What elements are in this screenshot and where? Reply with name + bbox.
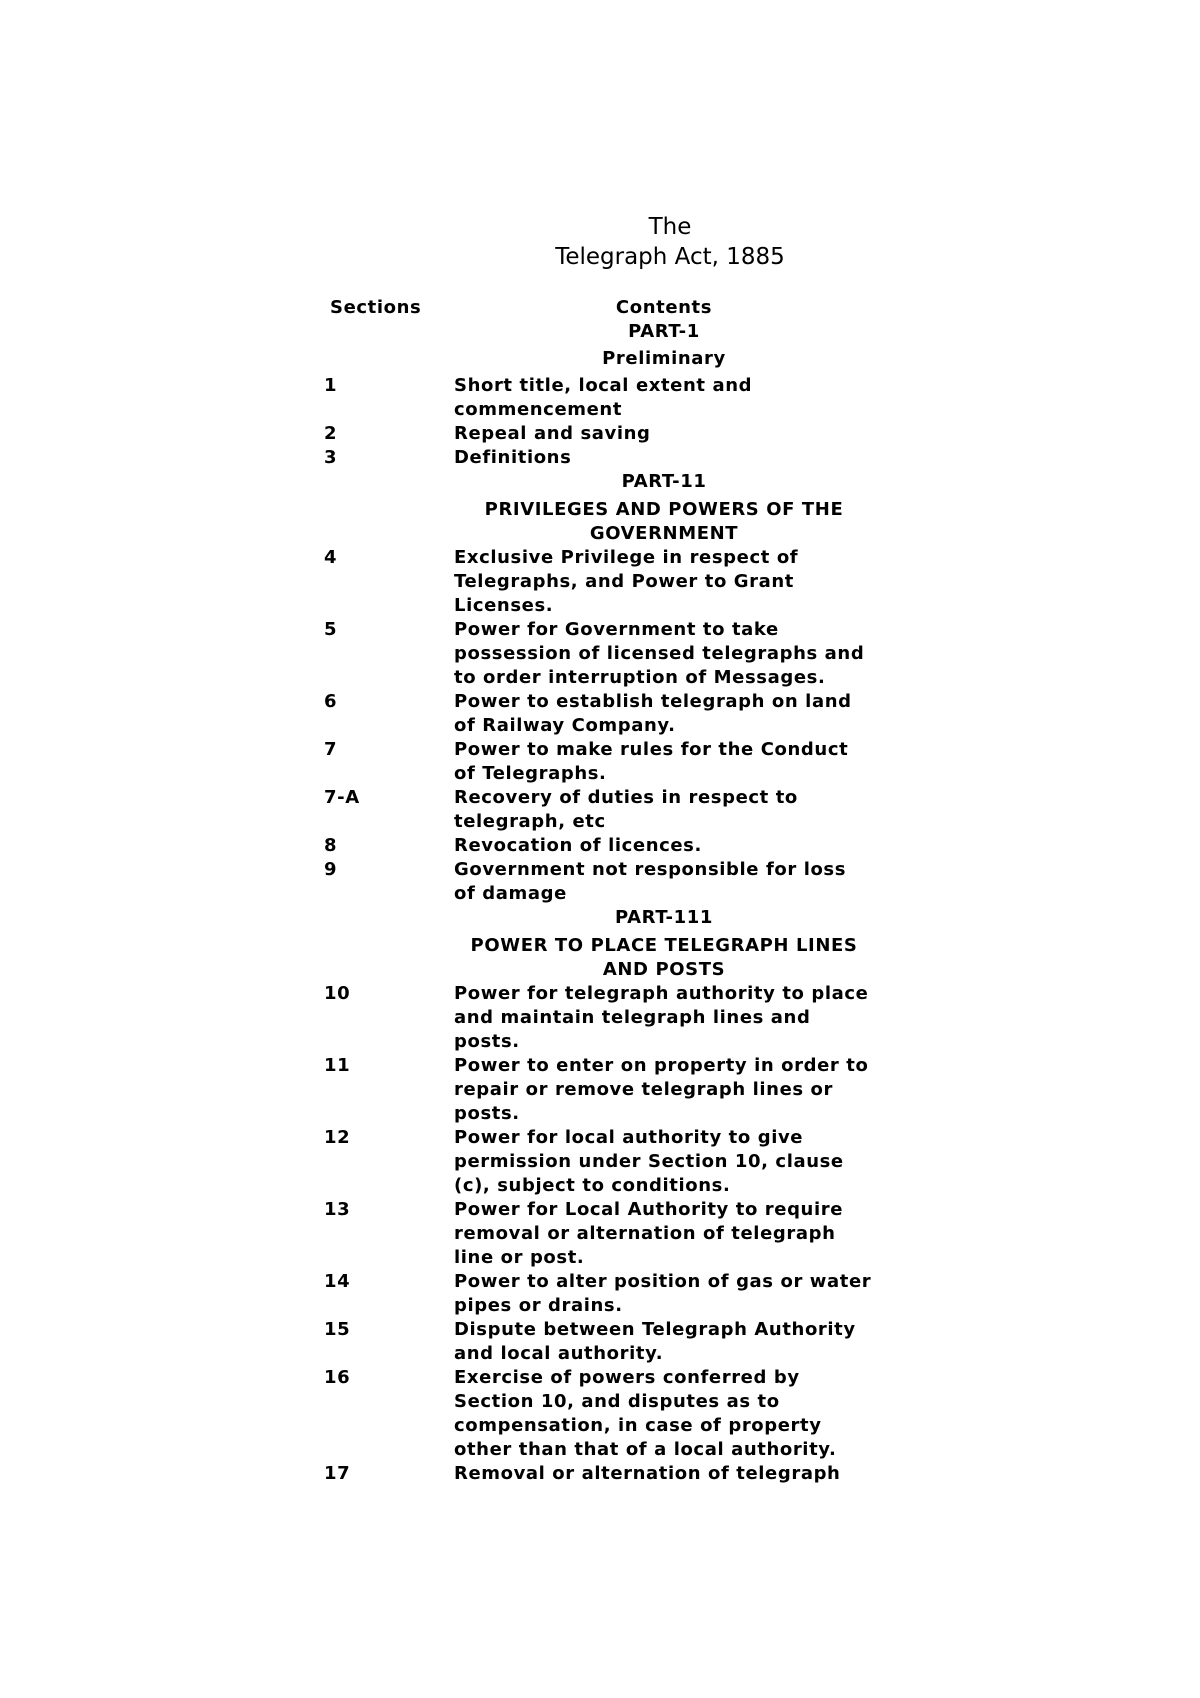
section-title-line: Short title, local extent and: [454, 375, 753, 396]
section-title-line: Exclusive Privilege in respect of: [454, 547, 799, 568]
section-title-line: Power for Local Authority to require: [454, 1199, 844, 1220]
section-title-line: Section 10, and disputes as to: [454, 1391, 780, 1412]
section-title-line: of Telegraphs.: [454, 763, 607, 784]
section-title-line: Exercise of powers conferred by: [454, 1367, 800, 1388]
section-title: [454, 1270, 894, 1318]
section-title: [454, 738, 894, 786]
section-title-line: (c), subject to conditions.: [454, 1175, 731, 1196]
section-title-line: possession of licensed telegraphs and: [454, 643, 865, 664]
section-title-line: pipes or drains.: [454, 1295, 623, 1316]
section-title: [454, 618, 894, 690]
section-title-line: Dispute between Telegraph Authority: [454, 1319, 856, 1340]
section-title-line: Power to make rules for the Conduct: [454, 739, 849, 760]
section-title-line: Recovery of duties in respect to: [454, 787, 798, 808]
section-number: 10: [324, 983, 351, 1004]
section-title: [454, 422, 894, 446]
section-title-line: Removal or alternation of telegraph: [454, 1463, 841, 1484]
section-number: 4: [324, 547, 338, 568]
section-title-line: Power to alter position of gas or water: [454, 1271, 872, 1292]
section-title: [454, 1462, 894, 1486]
sections-column-header: Sections: [330, 297, 422, 318]
section-title-line: and maintain telegraph lines and: [454, 1007, 811, 1028]
section-title: [454, 786, 894, 834]
section-title: [454, 1054, 894, 1126]
section-title-line: compensation, in case of property: [454, 1415, 822, 1436]
section-title: [454, 1198, 894, 1270]
section-number: 9: [324, 859, 338, 880]
section-number: 17: [324, 1463, 351, 1484]
section-title-line: posts.: [454, 1103, 520, 1124]
section-title: [454, 982, 894, 1054]
section-title: [454, 858, 894, 906]
section-title-line: posts.: [454, 1031, 520, 1052]
part-label: PART-1: [628, 321, 700, 342]
part-label: PART-111: [615, 907, 713, 928]
section-number: 7: [324, 739, 338, 760]
section-title: [454, 546, 894, 618]
section-title-line: Power for local authority to give: [454, 1127, 804, 1148]
section-number: 14: [324, 1271, 351, 1292]
section-title-line: telegraph, etc: [454, 811, 606, 832]
section-title-line: Licenses.: [454, 595, 554, 616]
section-title: [454, 374, 894, 422]
section-number: 7-A: [324, 787, 360, 808]
section-title-line: line or post.: [454, 1247, 585, 1268]
section-title-line: to order interruption of Messages.: [454, 667, 826, 688]
section-title-line: Repeal and saving: [454, 423, 651, 444]
section-number: 15: [324, 1319, 351, 1340]
section-title: [454, 446, 894, 470]
section-title: [454, 1126, 894, 1198]
section-number: 16: [324, 1367, 351, 1388]
section-title-line: repair or remove telegraph lines or: [454, 1079, 834, 1100]
part-heading: Preliminary: [602, 348, 726, 369]
part-heading: POWER TO PLACE TELEGRAPH LINES: [470, 935, 858, 956]
section-title-line: Power for Government to take: [454, 619, 779, 640]
section-number: 11: [324, 1055, 351, 1076]
section-title: [454, 1318, 894, 1366]
section-title-line: Government not responsible for loss: [454, 859, 847, 880]
section-number: 3: [324, 447, 338, 468]
section-title: [454, 1366, 894, 1462]
section-title-line: removal or alternation of telegraph: [454, 1223, 836, 1244]
section-number: 12: [324, 1127, 351, 1148]
section-number: 1: [324, 375, 338, 396]
section-number: 13: [324, 1199, 351, 1220]
part-heading: PRIVILEGES AND POWERS OF THE: [484, 499, 844, 520]
section-title-line: and local authority.: [454, 1343, 664, 1364]
section-number: 6: [324, 691, 338, 712]
section-title-line: of damage: [454, 883, 567, 904]
section-title: [454, 834, 894, 858]
section-title-line: Revocation of licences.: [454, 835, 702, 856]
contents-column-header: Contents: [615, 297, 713, 318]
section-number: 5: [324, 619, 338, 640]
section-title: [454, 690, 894, 738]
section-title-line: Definitions: [454, 447, 572, 468]
section-title-line: Power to enter on property in order to: [454, 1055, 869, 1076]
section-title-line: commencement: [454, 399, 623, 420]
section-title-line: of Railway Company.: [454, 715, 676, 736]
part-label: PART-11: [621, 471, 707, 492]
part-heading: AND POSTS: [602, 959, 726, 980]
document-title-line-2: Telegraph Act, 1885: [555, 244, 785, 270]
section-number: 2: [324, 423, 338, 444]
document-title-line-1: The: [648, 214, 692, 240]
part-heading: GOVERNMENT: [589, 523, 739, 544]
section-title-line: Telegraphs, and Power to Grant: [454, 571, 795, 592]
section-title-line: Power for telegraph authority to place: [454, 983, 869, 1004]
section-title-line: permission under Section 10, clause: [454, 1151, 844, 1172]
section-title-line: Power to establish telegraph on land: [454, 691, 852, 712]
section-number: 8: [324, 835, 338, 856]
section-title-line: other than that of a local authority.: [454, 1439, 837, 1460]
